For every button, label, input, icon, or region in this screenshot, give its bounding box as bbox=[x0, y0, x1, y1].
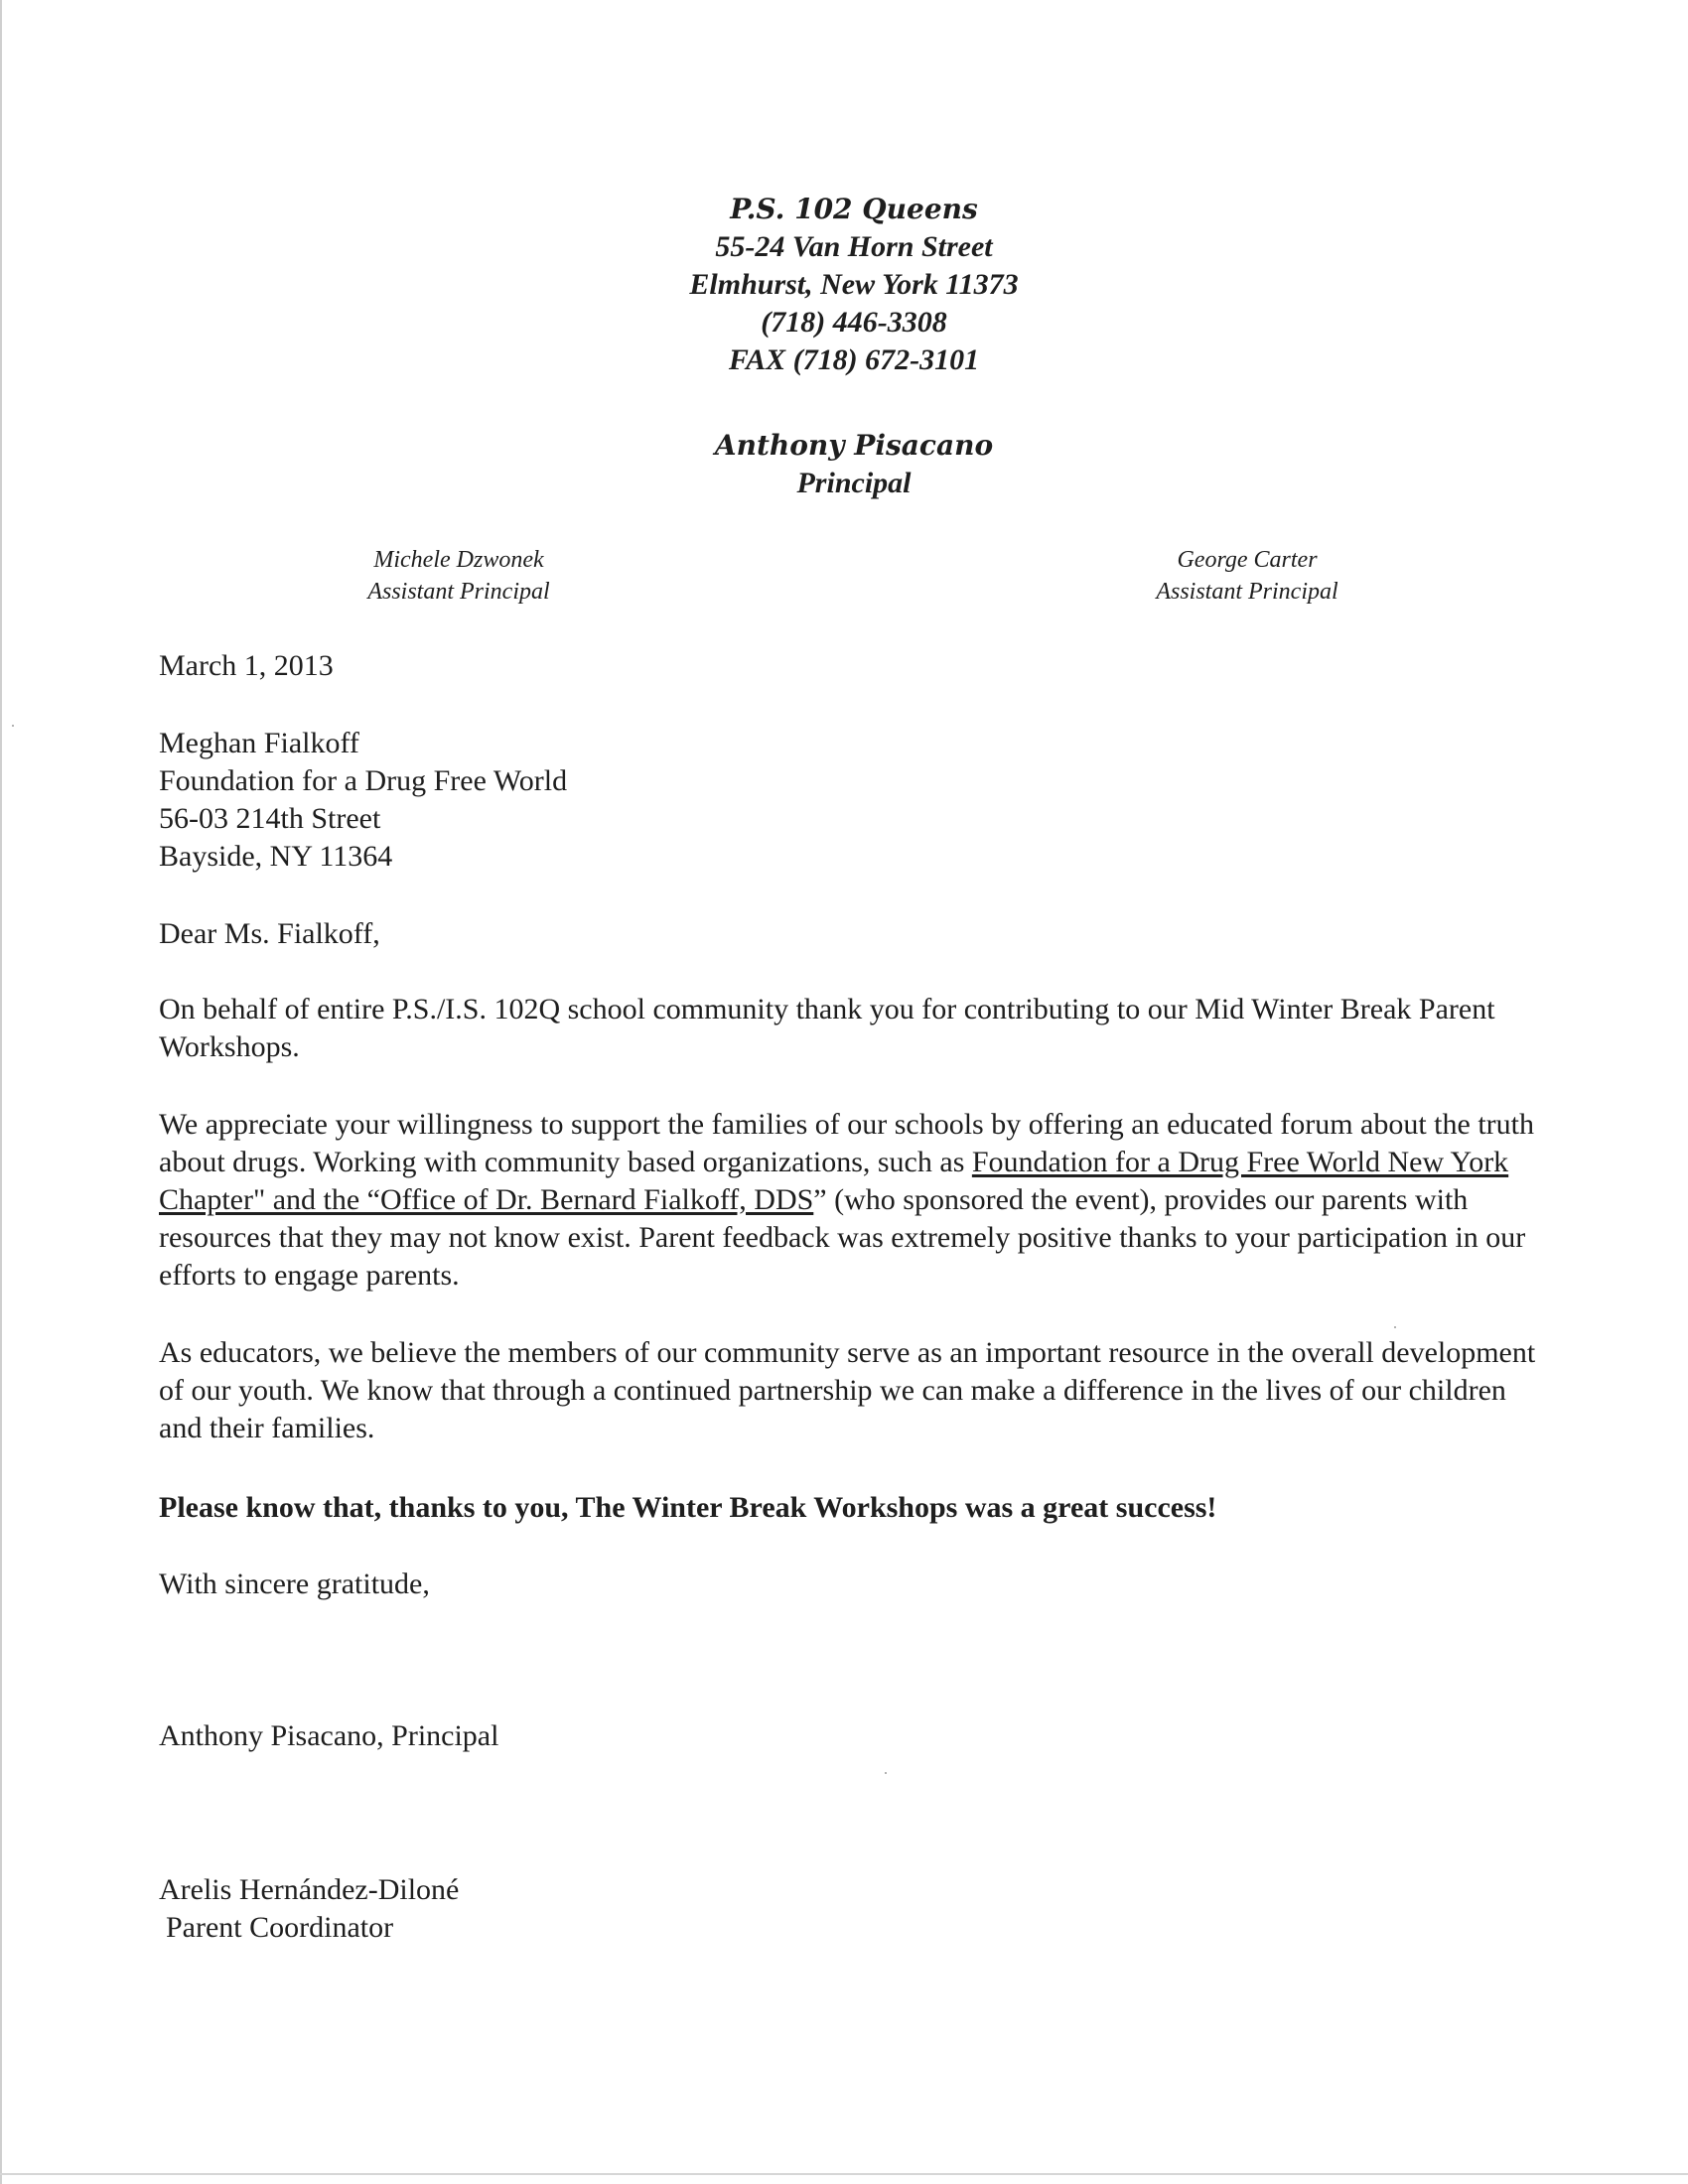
paragraph-3 bbox=[159, 1334, 1549, 1447]
assistant-principal-title: Assistant Principal bbox=[367, 579, 550, 605]
organizations-underlined: Foundation for a Drug Free World New York Chapter" and the “Office of Dr. Bernard Fialkoff, DDS bbox=[159, 1146, 1509, 1216]
school-name: P.S. 102 Queens bbox=[730, 193, 978, 225]
scan-speck bbox=[12, 725, 14, 727]
scan-speck bbox=[885, 1772, 887, 1774]
school-street: 55-24 Van Horn Street bbox=[715, 230, 993, 263]
assistant-principal-title: Assistant Principal bbox=[1156, 579, 1338, 605]
letter-date: March 1, 2013 bbox=[159, 649, 334, 682]
paragraph-3-text: As educators, we believe the members of our community serve as an important resource in the overall development of our youth. We know that through a continued partnership we can make a difference in the lives of our children and their families. bbox=[159, 1336, 1536, 1444]
recipient-street: 56-03 214th Street bbox=[159, 802, 381, 835]
school-city: Elmhurst, New York 11373 bbox=[689, 268, 1019, 301]
assistant-principal-right bbox=[1088, 544, 1406, 608]
salutation: Dear Ms. Fialkoff, bbox=[159, 917, 380, 950]
paragraph-2 bbox=[159, 1106, 1549, 1295]
principal-block bbox=[556, 427, 1152, 502]
paragraph-2-text-b: ” (who sponsored the event), provides our parents with resources that they may not know exist. Parent feedback was extremely positive thanks to your participation in our efforts to engage parents. bbox=[159, 1183, 1526, 1292]
principal-signature: Anthony Pisacano, Principal bbox=[159, 1719, 499, 1752]
principal-title: Principal bbox=[796, 467, 912, 499]
coordinator-title: Parent Coordinator bbox=[166, 1911, 394, 1944]
paragraph-1-text: On behalf of entire P.S./I.S. 102Q school community thank you for contributing to our Mid Winter Break Parent Workshops. bbox=[159, 993, 1495, 1063]
coordinator-signature bbox=[159, 1871, 1549, 1947]
recipient-organization: Foundation for a Drug Free World bbox=[159, 764, 568, 797]
bold-statement: Please know that, thanks to you, The Winter Break Workshops was a great success! bbox=[159, 1491, 1217, 1524]
assistant-principal-name: George Carter bbox=[1177, 547, 1318, 573]
school-fax: FAX (718) 672-3101 bbox=[728, 343, 980, 376]
recipient-city: Bayside, NY 11364 bbox=[159, 840, 393, 873]
coordinator-name: Arelis Hernández-Diloné bbox=[159, 1873, 460, 1906]
recipient-address bbox=[159, 725, 1549, 876]
recipient-name: Meghan Fialkoff bbox=[159, 727, 359, 759]
closing: With sincere gratitude, bbox=[159, 1568, 430, 1600]
school-phone: (718) 446-3308 bbox=[761, 306, 947, 339]
assistant-principal-left bbox=[300, 544, 618, 608]
assistant-principal-name: Michele Dzwonek bbox=[373, 547, 544, 573]
scan-speck bbox=[1394, 1326, 1396, 1328]
principal-name: Anthony Pisacano bbox=[714, 429, 994, 462]
letterhead bbox=[556, 191, 1152, 379]
paragraph-2-text-a: We appreciate your willingness to support the families of our schools by offering an educated forum about the truth about drugs. Working with community based organizations, such as bbox=[159, 1108, 1534, 1178]
scan-edge-left bbox=[0, 0, 2, 2184]
paragraph-1 bbox=[159, 991, 1549, 1066]
scan-edge-bottom bbox=[0, 2173, 1688, 2175]
